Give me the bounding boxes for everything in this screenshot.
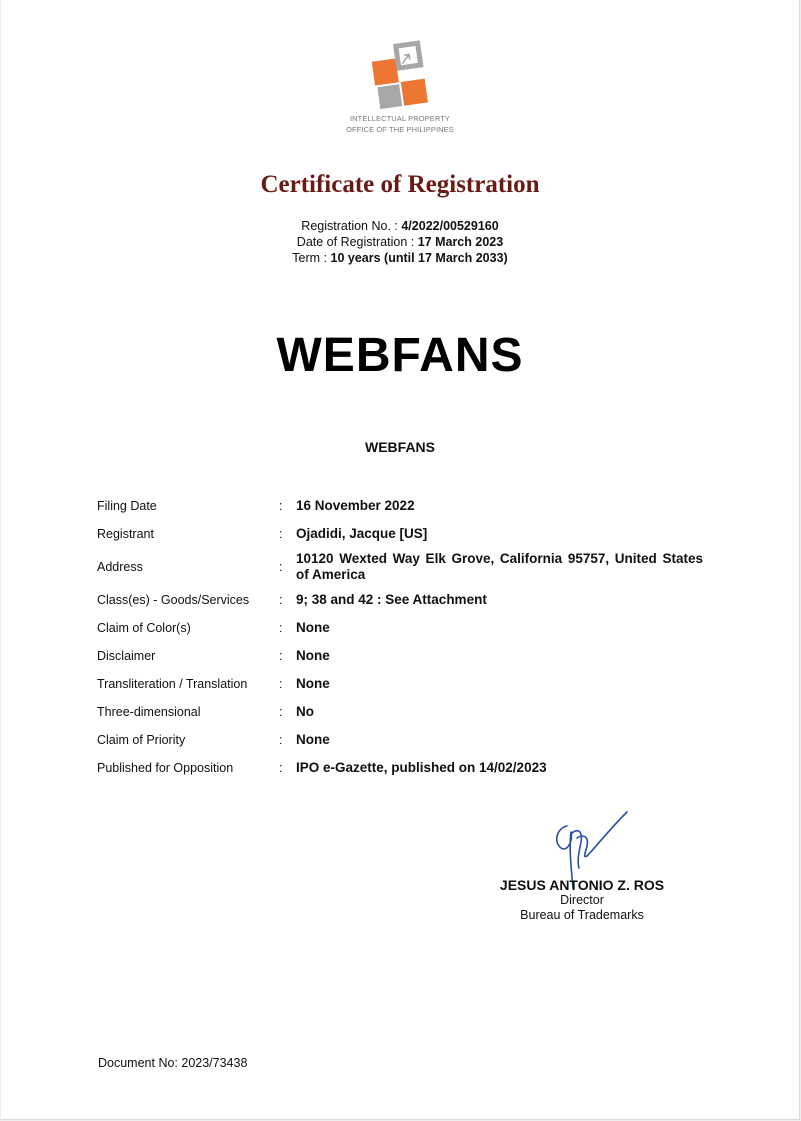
signatory-office: Bureau of Trademarks [520, 908, 644, 922]
detail-separator: : [279, 649, 283, 663]
detail-label: Class(es) - Goods/Services [97, 593, 250, 607]
details-table [97, 492, 703, 782]
detail-separator: : [279, 705, 283, 719]
detail-label: Address [97, 560, 143, 574]
detail-value: Ojadidi, Jacque [US] [296, 526, 428, 541]
detail-value: None [296, 676, 330, 691]
detail-separator: : [279, 499, 283, 513]
detail-row-registrant [97, 520, 703, 548]
detail-row-published-for-opposition [97, 754, 703, 782]
detail-row-classes [97, 586, 703, 614]
trademark-word-mark: WEBFANS [365, 439, 435, 455]
detail-separator: : [279, 677, 283, 691]
certificate-page [1, 0, 800, 1120]
detail-value: None [296, 648, 330, 663]
detail-value: IPO e-Gazette, published on 14/02/2023 [296, 760, 547, 775]
ipophil-emblem-icon [360, 40, 440, 112]
term-value: 10 years (until 17 March 2033) [330, 251, 508, 265]
detail-label: Claim of Color(s) [97, 621, 191, 635]
registration-no-line [1, 218, 799, 234]
signatory-name: JESUS ANTONIO Z. ROS [499, 877, 665, 893]
detail-label: Registrant [97, 527, 154, 541]
signatory-block [451, 877, 713, 923]
document-number: Document No: 2023/73438 [98, 1056, 248, 1070]
detail-label: Filing Date [97, 499, 157, 513]
detail-separator: : [279, 560, 283, 574]
logo-text-line2: OFFICE OF THE PHILIPPINES [346, 125, 454, 134]
detail-row-filing-date [97, 492, 703, 520]
detail-row-transliteration [97, 670, 703, 698]
registration-date-line [1, 234, 799, 250]
detail-value: 9; 38 and 42 : See Attachment [296, 592, 487, 607]
detail-separator: : [279, 733, 283, 747]
detail-label: Three-dimensional [97, 705, 201, 719]
detail-separator: : [279, 761, 283, 775]
detail-label: Transliteration / Translation [97, 677, 248, 691]
term-line [1, 250, 799, 266]
registration-date-label: Date of Registration : [296, 235, 415, 249]
detail-value: 10120 Wexted Way Elk Grove, California 95757, United States of America [296, 551, 703, 582]
detail-value: No [296, 704, 314, 719]
detail-separator: : [279, 593, 283, 607]
trademark-image: WEBFANS [276, 329, 524, 382]
detail-value: None [296, 620, 330, 635]
detail-value: 16 November 2022 [296, 498, 415, 513]
detail-row-claim-of-priority [97, 726, 703, 754]
detail-label: Claim of Priority [97, 733, 186, 747]
registration-info [1, 218, 799, 266]
signatory-title: Director [560, 893, 604, 907]
detail-label: Disclaimer [97, 649, 156, 663]
detail-row-disclaimer [97, 642, 703, 670]
logo-text-line1: INTELLECTUAL PROPERTY [349, 114, 451, 123]
registration-no-value: 4/2022/00529160 [401, 219, 499, 233]
detail-row-three-dimensional [97, 698, 703, 726]
certificate-title: Certificate of Registration [260, 171, 540, 198]
detail-separator: : [279, 527, 283, 541]
detail-row-claim-of-color [97, 614, 703, 642]
term-label: Term : [292, 251, 328, 265]
detail-row-address [97, 548, 703, 586]
detail-label: Published for Opposition [97, 761, 234, 775]
detail-value: None [296, 732, 330, 747]
registration-date-value: 17 March 2023 [417, 235, 504, 249]
detail-separator: : [279, 621, 283, 635]
registration-no-label: Registration No. : [301, 219, 398, 233]
ipophil-logo [1, 40, 799, 134]
